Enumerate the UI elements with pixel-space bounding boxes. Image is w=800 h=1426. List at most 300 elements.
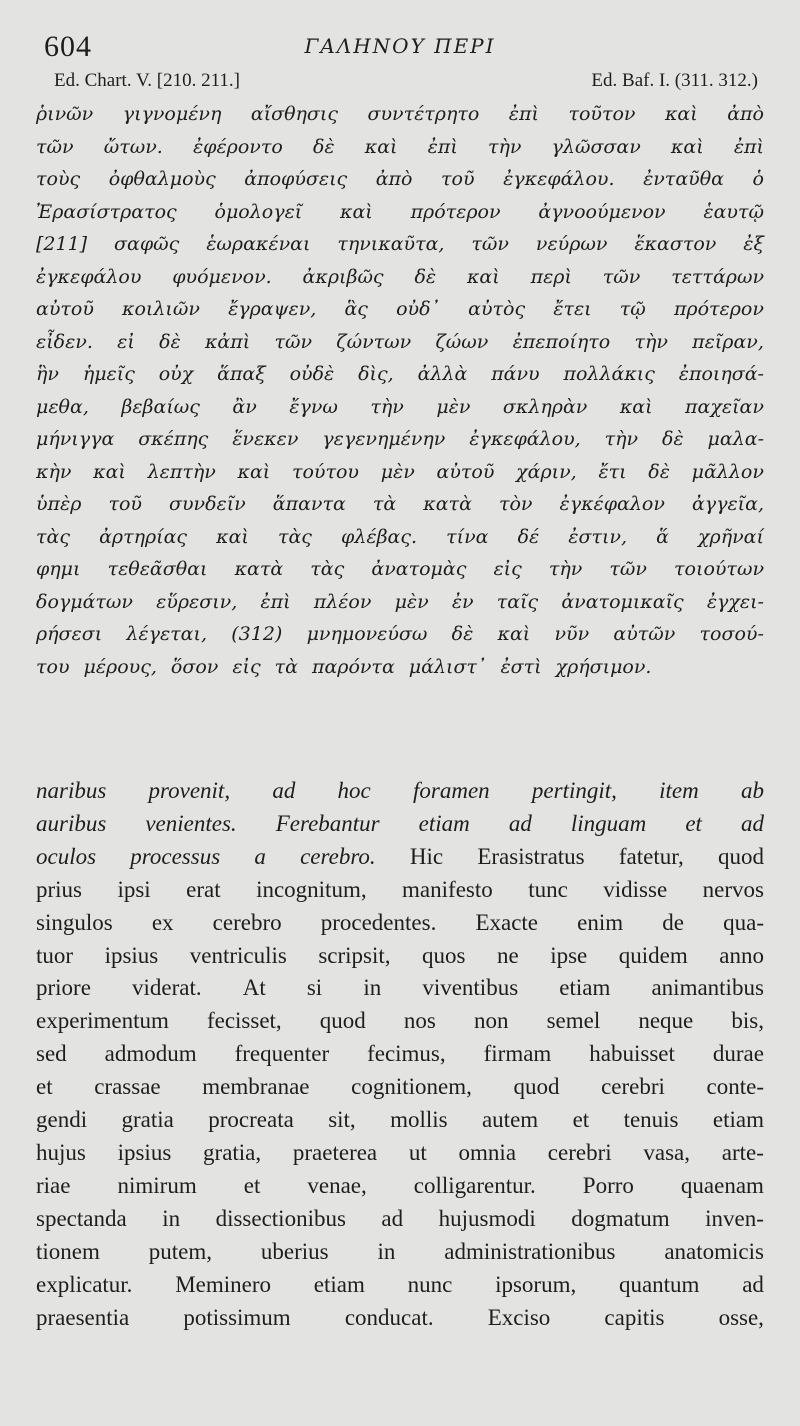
latin-word: ad [742, 1271, 764, 1297]
latin-text-line [36, 1269, 764, 1302]
latin-word: ne [497, 942, 519, 968]
latin-word: venientes. [145, 810, 237, 836]
greek-word: πλέον [313, 590, 372, 613]
greek-word: ἣν [36, 363, 59, 385]
latin-word: firmam [483, 1041, 552, 1067]
greek-word: κατὰ [423, 493, 472, 515]
greek-word: αἴσθησις [250, 103, 338, 125]
greek-word: βεβαίως [121, 395, 200, 418]
greek-word: γιγνομένη [122, 103, 222, 125]
greek-word: τῶν [36, 135, 74, 158]
latin-word: osse, [718, 1304, 764, 1330]
latin-word: procedentes. [320, 909, 437, 935]
greek-word: πεῖραν, [692, 330, 764, 353]
greek-text-line [36, 228, 764, 261]
greek-word: κἀπὶ [204, 330, 251, 353]
latin-word: potissimum [183, 1304, 291, 1330]
latin-word: a [254, 843, 266, 869]
latin-text-line [36, 874, 764, 907]
greek-word: πάνυ [491, 363, 540, 385]
greek-word: ὁ [752, 168, 764, 190]
latin-text-line [36, 1236, 764, 1269]
latin-word: administrationibus [444, 1238, 616, 1264]
greek-word: ἐξ [743, 233, 764, 255]
greek-word: τὴν [548, 558, 583, 580]
greek-word: κοιλιῶν [122, 298, 200, 320]
greek-word: εἰς [232, 655, 261, 678]
greek-text-line [36, 163, 764, 196]
latin-word: explicatur. [36, 1271, 133, 1297]
latin-text-line [36, 1170, 764, 1203]
greek-word: τὰς [310, 558, 345, 580]
latin-word: dogmatum [571, 1205, 670, 1231]
greek-text-line [36, 456, 764, 489]
latin-word: et [572, 1107, 590, 1133]
greek-word: νῦν [554, 623, 590, 645]
greek-word: ἀγνοούμενον [538, 200, 666, 223]
greek-word: σαφῶς [114, 233, 180, 255]
greek-word: κὴν [36, 460, 72, 483]
latin-word: spectanda [36, 1205, 127, 1231]
greek-text-line [36, 196, 764, 229]
latin-word: et [243, 1172, 261, 1198]
latin-word: uberius [260, 1238, 329, 1264]
greek-word: δογμάτων [36, 590, 133, 613]
latin-word: etiam [559, 975, 611, 1001]
latin-word: in [377, 1238, 396, 1264]
latin-word: sed [36, 1041, 67, 1067]
greek-word: τεττάρων [671, 265, 764, 288]
greek-word: ἐπὶ [427, 135, 458, 158]
greek-word: ἐν [451, 590, 474, 613]
latin-word: quidem [618, 942, 688, 968]
greek-text-line [36, 553, 764, 586]
greek-word: ῥινῶν [36, 103, 94, 125]
greek-word: ἐπὶ [733, 135, 764, 158]
latin-word: autem [481, 1107, 539, 1133]
greek-word: χρήσιμον. [555, 655, 652, 678]
greek-word: τῶν [609, 558, 647, 580]
latin-word: quod [717, 843, 764, 869]
greek-word: αὐτὸς [468, 298, 526, 320]
greek-word: οὐδ᾽ [396, 298, 441, 320]
latin-word: ventriculis [189, 942, 287, 968]
latin-word: qua- [723, 909, 764, 935]
latin-word: vasa, [643, 1139, 691, 1165]
greek-word: λεπτὴν [147, 460, 216, 483]
greek-text-line [36, 131, 764, 164]
greek-word: μὲν [436, 395, 471, 418]
latin-word: auribus [36, 810, 107, 836]
greek-word: τίνα [446, 525, 489, 548]
greek-word: λέγεται, [126, 623, 207, 645]
greek-word: δέ [517, 525, 540, 548]
latin-text-line [36, 1071, 764, 1104]
latin-word: ex [151, 909, 174, 935]
greek-word: κατὰ [234, 558, 284, 580]
greek-word: τούτου [291, 460, 359, 483]
greek-word: τοῦτον [568, 103, 636, 125]
greek-word: μὲν [394, 590, 429, 613]
greek-word: αὐτοῦ [436, 460, 495, 483]
greek-word: ἑωρακέναι [206, 233, 311, 255]
latin-word: crassae [94, 1074, 161, 1100]
latin-word: anatomicis [664, 1238, 764, 1264]
greek-text-line [36, 293, 764, 326]
latin-word: ad [381, 1205, 404, 1231]
greek-word: ἀπὸ [375, 168, 413, 190]
latin-word: conte- [706, 1074, 764, 1100]
latin-word: nos [403, 1008, 436, 1034]
greek-word: τὴν [634, 330, 668, 353]
greek-word: τὰς [277, 525, 312, 548]
greek-word: αὐτῶν [613, 623, 676, 645]
latin-word: semel [546, 1008, 601, 1034]
greek-word: δὶς, [358, 363, 394, 385]
latin-word: nunc [407, 1271, 453, 1297]
greek-word: ἕνεκεν [232, 428, 299, 450]
latin-word: praeterea [292, 1139, 378, 1165]
latin-word: cerebro. [300, 843, 376, 869]
latin-word: quod [513, 1074, 560, 1100]
greek-word: ἐστιν, [568, 525, 628, 548]
greek-word: ὅσον [170, 655, 219, 678]
greek-word: τοιούτων [674, 558, 764, 580]
greek-word: μνημονεύσω [306, 623, 428, 645]
greek-text-block [36, 98, 764, 683]
latin-word: quantum [618, 1271, 700, 1297]
greek-word: τὸν [498, 493, 533, 515]
latin-word: riae [36, 1172, 71, 1198]
latin-word: durae [712, 1041, 764, 1067]
greek-word: ἅπαξ [217, 363, 266, 385]
greek-word: ἀλλὰ [417, 363, 468, 385]
latin-text-line [36, 775, 764, 808]
greek-word: αὐτοῦ [36, 298, 94, 320]
latin-text-line [36, 808, 764, 841]
latin-word: ipsorum, [495, 1271, 577, 1297]
latin-text-line [36, 1104, 764, 1137]
greek-text-line [36, 358, 764, 391]
latin-word: colligarentur. [413, 1172, 536, 1198]
latin-word: etiam [313, 1271, 365, 1297]
greek-word: τεθεᾶσθαι [107, 558, 208, 580]
latin-text-line [36, 1005, 764, 1038]
latin-word: prius [36, 876, 82, 902]
greek-word: ζώων [435, 330, 489, 353]
greek-word: πρότερον [673, 298, 764, 320]
latin-word: frequenter [234, 1041, 330, 1067]
greek-word: τοὺς [36, 168, 81, 190]
greek-word: ἐγκεφάλου, [469, 428, 581, 450]
greek-word: δὲ [648, 460, 670, 483]
latin-word: naribus [36, 778, 107, 803]
greek-word: φυόμενον. [172, 265, 272, 288]
greek-word: τηνικαῦτα, [337, 233, 445, 255]
greek-word: ταῖς [496, 590, 539, 613]
latin-word: At [242, 975, 266, 1001]
greek-word: εἶδεν. [36, 330, 93, 353]
greek-text-line [36, 391, 764, 424]
greek-word: περὶ [530, 265, 572, 288]
greek-word: ἔγραψεν, [228, 298, 317, 320]
greek-word: ἔγνω [289, 395, 338, 418]
latin-word: cerebri [547, 1139, 612, 1165]
greek-word: χάριν, [516, 460, 577, 483]
latin-word: et [685, 810, 702, 836]
greek-word: (312) [231, 623, 283, 645]
latin-word: gratia, [203, 1139, 262, 1165]
latin-word: cognitionem, [351, 1074, 472, 1100]
greek-word: ἔτι [598, 460, 627, 483]
greek-word: καὶ [340, 200, 373, 223]
latin-word: tionem [36, 1238, 100, 1264]
latin-word: si [306, 975, 323, 1001]
latin-word: ab [740, 778, 764, 803]
latin-word: manifesto [402, 876, 493, 902]
greek-word: ἂν [232, 395, 257, 418]
greek-word: τοῦ [441, 168, 475, 190]
greek-word: ἀγγεῖα, [691, 493, 764, 515]
latin-word: fecisset, [206, 1008, 282, 1034]
latin-word: inven- [705, 1205, 764, 1231]
latin-word: praesentia [36, 1304, 130, 1330]
latin-text-line [36, 907, 764, 940]
greek-text-line [36, 586, 764, 619]
latin-word: foramen [413, 778, 490, 803]
greek-word: τὰς [36, 525, 70, 548]
greek-word: καὶ [619, 395, 653, 418]
greek-text-line [36, 651, 764, 684]
latin-word: ad [272, 778, 296, 803]
greek-word: ζώντων [336, 330, 412, 353]
greek-word: σκέπης [138, 428, 209, 450]
greek-word: ἀπὸ [727, 103, 764, 125]
latin-word: singulos [36, 909, 113, 935]
greek-word: νεύρων [535, 233, 608, 255]
latin-word: omnia [458, 1139, 517, 1165]
latin-word: item [659, 778, 699, 803]
greek-word: γλῶσσαν [551, 135, 641, 158]
latin-word: vidisse [603, 876, 668, 902]
greek-word: ἐπεποίητο [512, 330, 611, 353]
greek-word: τὰ [274, 655, 298, 678]
greek-word: μᾶλλον [691, 460, 764, 483]
greek-text-line [36, 423, 764, 456]
greek-word: ἀκριβῶς [302, 265, 384, 288]
latin-word: venae, [307, 1172, 367, 1198]
greek-word: οὐχ [158, 363, 194, 385]
greek-word: ὤτων. [103, 135, 163, 158]
greek-word: ἐγκεφάλου [36, 265, 142, 288]
page-header [36, 26, 764, 66]
latin-word: Meminero [175, 1271, 271, 1297]
latin-word: habuisset [589, 1041, 675, 1067]
greek-word: καὶ [216, 525, 249, 548]
latin-word: enim [577, 909, 624, 935]
greek-word: τὴν [487, 135, 522, 158]
latin-word: ut [408, 1139, 427, 1165]
greek-word: ἀνατομὰς [371, 558, 467, 580]
latin-word: ad [508, 810, 532, 836]
latin-word: procreata [208, 1107, 294, 1133]
latin-word: admodum [104, 1041, 197, 1067]
latin-word: bis, [731, 1008, 764, 1034]
greek-word: ἡμεῖς [82, 363, 135, 385]
greek-word: τὴν [370, 395, 404, 418]
greek-word: δὲ [159, 330, 181, 353]
greek-text-line [36, 521, 764, 554]
latin-word: gratia [121, 1107, 174, 1133]
greek-word: δὲ [414, 265, 437, 288]
greek-word: ἔτει [553, 298, 592, 320]
greek-word: χρῆναί [698, 525, 764, 548]
greek-word: Ἐρασίστρατος [36, 200, 177, 223]
greek-word: οὐδὲ [289, 363, 335, 385]
latin-word: et [36, 1074, 53, 1100]
greek-word: ἀρτηρίας [99, 525, 188, 548]
greek-word: δὲ [451, 623, 474, 645]
greek-word: ἐστὶ [500, 655, 542, 678]
running-head: ΓΑΛΗΝΟΥ ΠΕΡΙ [304, 34, 496, 58]
greek-word: [211] [36, 233, 88, 255]
greek-word: τοσού- [699, 623, 764, 645]
page-number: 604 [44, 30, 92, 63]
latin-word: hoc [337, 778, 371, 803]
latin-word: cerebri [601, 1074, 665, 1100]
latin-word: provenit, [148, 778, 231, 803]
greek-word: τῷ [619, 298, 646, 320]
latin-word: in [162, 1205, 181, 1231]
latin-text-line [36, 841, 764, 874]
greek-word: ἅπαντα [272, 493, 346, 515]
latin-word: non [473, 1008, 509, 1034]
greek-word: φημι [36, 558, 81, 580]
latin-word: nimirum [117, 1172, 197, 1198]
latin-word: priore [36, 975, 91, 1001]
greek-word: φλέβας. [341, 525, 418, 548]
latin-word: hujus [36, 1139, 86, 1165]
greek-word: μάλιστ᾽ [408, 655, 487, 678]
greek-text-line [36, 261, 764, 294]
latin-word: oculos [36, 843, 97, 869]
greek-word: μήνιγγα [36, 428, 115, 450]
latin-text-block [36, 775, 764, 1334]
latin-word: nervos [702, 876, 764, 902]
greek-word: τοῦ [108, 493, 142, 515]
latin-word: mollis [390, 1107, 448, 1133]
greek-word: μαλα- [707, 428, 764, 450]
greek-word: ρήσεσι [36, 623, 103, 645]
latin-word: experimentum [36, 1008, 169, 1034]
latin-word: Porro [582, 1172, 634, 1198]
edition-references [36, 66, 764, 94]
latin-word: linguam [570, 810, 647, 836]
greek-word: καὶ [664, 103, 698, 125]
edition-reference-left: Ed. Chart. V. [210. 211.] [54, 70, 240, 91]
greek-word: ἐγκεφάλου. [503, 168, 615, 190]
greek-word: καὶ [466, 265, 500, 288]
latin-text-line [36, 1137, 764, 1170]
latin-word: neque [638, 1008, 694, 1034]
greek-word: εὕρεσιν, [156, 590, 238, 613]
latin-word: arte- [721, 1139, 764, 1165]
latin-word: putem, [148, 1238, 213, 1264]
greek-word: πολλάκις [563, 363, 655, 385]
latin-word: quos [422, 942, 466, 968]
latin-word: fatetur, [618, 843, 684, 869]
greek-word: καὶ [237, 460, 271, 483]
latin-word: Hic [409, 843, 444, 869]
latin-word: quaenam [680, 1172, 764, 1198]
greek-text-line [36, 618, 764, 651]
latin-word: capitis [604, 1304, 665, 1330]
latin-word: tuor [36, 942, 74, 968]
greek-word: μὲν [380, 460, 415, 483]
latin-word: gendi [36, 1107, 88, 1133]
latin-word: ipsi [117, 876, 151, 902]
greek-word: τῶν [602, 265, 641, 288]
greek-text-line [36, 488, 764, 521]
latin-text-line [36, 1203, 764, 1236]
latin-word: in [363, 975, 382, 1001]
greek-word: ἐγχει- [706, 590, 764, 613]
greek-word: ἐγκέφαλον [559, 493, 665, 515]
greek-word: γεγενημένην [322, 428, 446, 450]
greek-word: μεθα, [36, 395, 89, 418]
greek-word: παρόντα [311, 655, 395, 678]
latin-word: quod [319, 1008, 366, 1034]
greek-word: τῶν [471, 233, 509, 255]
greek-word: παχεῖαν [685, 395, 764, 418]
greek-text-line [36, 326, 764, 359]
greek-word: σκληρὰν [502, 395, 588, 418]
latin-word: etiam [712, 1107, 764, 1133]
latin-word: Ferebantur [275, 810, 380, 836]
greek-word: ἐφέροντο [192, 135, 283, 158]
latin-word: Exciso [487, 1304, 551, 1330]
latin-word: dissectionibus [215, 1205, 346, 1231]
latin-word: viderat. [132, 975, 202, 1001]
latin-word: etiam [418, 810, 470, 836]
latin-word: Exacte [475, 909, 539, 935]
latin-word: ipsius [104, 942, 159, 968]
greek-word: εἰς [493, 558, 522, 580]
greek-word: ἑαυτῷ [703, 200, 764, 223]
greek-word: του [36, 655, 70, 678]
latin-word: pertingit, [531, 778, 617, 803]
latin-word: incognitum, [256, 876, 367, 902]
latin-text-line [36, 972, 764, 1005]
greek-word: ἅ [656, 525, 669, 548]
latin-word: hujusmodi [438, 1205, 536, 1231]
greek-word: τὴν [604, 428, 639, 450]
greek-word: ὀφθαλμοὺς [108, 168, 216, 190]
greek-word: ἐπὶ [260, 590, 291, 613]
greek-word: καὶ [364, 135, 398, 158]
latin-word: erat [186, 876, 221, 902]
greek-word: καὶ [93, 460, 126, 483]
greek-word: ὑπὲρ [36, 493, 82, 515]
edition-reference-right: Ed. Baf. I. (311. 312.) [591, 70, 758, 91]
latin-word: ipse [550, 942, 588, 968]
greek-word: δὲ [312, 135, 335, 158]
latin-word: ad [740, 810, 764, 836]
greek-word: συνδεῖν [169, 493, 246, 515]
greek-word: ἐποιησά- [678, 363, 764, 385]
latin-text-line [36, 1038, 764, 1071]
greek-word: ἐνταῦθα [643, 168, 724, 190]
